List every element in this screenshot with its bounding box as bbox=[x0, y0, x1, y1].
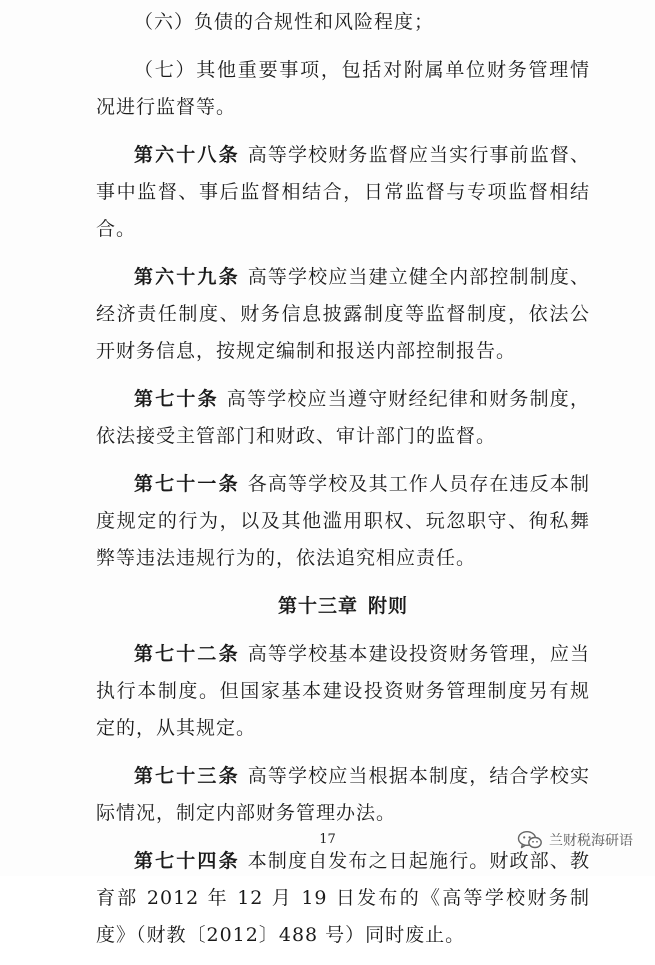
page-number: 17 bbox=[319, 832, 336, 847]
article-label: 第七十条 bbox=[134, 388, 219, 410]
article-70 bbox=[96, 381, 590, 455]
article-text: 各高等学校及其工作人员存在违反本制度规定的行为，以及其他滥用职权、玩忽职守、徇私舞弊等违法违规行为的，依法追究相应责任。 bbox=[96, 473, 590, 569]
article-text: 高等学校应当建立健全内部控制制度、经济责任制度、财务信息披露制度等监督制度，依法公开财务信息，按规定编制和报送内部控制报告。 bbox=[96, 266, 590, 362]
chapter-name: 附则 bbox=[368, 595, 409, 617]
article-69 bbox=[96, 259, 590, 370]
paragraph-text: （七）其他重要事项，包括对附属单位财务管理情况进行监督等。 bbox=[96, 59, 590, 118]
wechat-icon bbox=[517, 830, 543, 850]
watermark bbox=[517, 830, 633, 850]
article-label: 第七十二条 bbox=[134, 643, 240, 665]
article-text: 本制度自发布之日起施行。财政部、教育部 2012 年 12 月 19 日发布的《高等学校财务制度》（财教〔2012〕488 号）同时废止。 bbox=[96, 850, 590, 946]
article-73 bbox=[96, 758, 590, 832]
article-72 bbox=[96, 636, 590, 747]
paragraph-item-6 bbox=[96, 4, 590, 41]
article-74 bbox=[96, 843, 590, 954]
article-text: 高等学校应当遵守财经纪律和财务制度，依法接受主管部门和财政、审计部门的监督。 bbox=[96, 388, 590, 447]
paragraph-text: （六）负债的合规性和风险程度； bbox=[134, 11, 435, 33]
article-text: 高等学校基本建设投资财务管理，应当执行本制度。但国家基本建设投资财务管理制度另有规定的，从其规定。 bbox=[96, 643, 590, 739]
article-label: 第七十三条 bbox=[134, 765, 240, 787]
paragraph-item-7 bbox=[96, 52, 590, 126]
article-text: 高等学校应当根据本制度，结合学校实际情况，制定内部财务管理办法。 bbox=[96, 765, 590, 824]
article-text: 高等学校财务监督应当实行事前监督、事中监督、事后监督相结合，日常监督与专项监督相结合。 bbox=[96, 144, 590, 240]
document-body bbox=[96, 4, 590, 965]
watermark-text: 兰财税海研语 bbox=[549, 833, 633, 849]
article-label: 第七十四条 bbox=[134, 850, 240, 872]
article-label: 第七十一条 bbox=[134, 473, 240, 495]
article-label: 第六十八条 bbox=[134, 144, 240, 166]
article-68 bbox=[96, 137, 590, 248]
chapter-heading bbox=[96, 588, 590, 625]
chapter-number: 第十三章 bbox=[277, 595, 358, 617]
article-71 bbox=[96, 466, 590, 577]
article-label: 第六十九条 bbox=[134, 266, 240, 288]
